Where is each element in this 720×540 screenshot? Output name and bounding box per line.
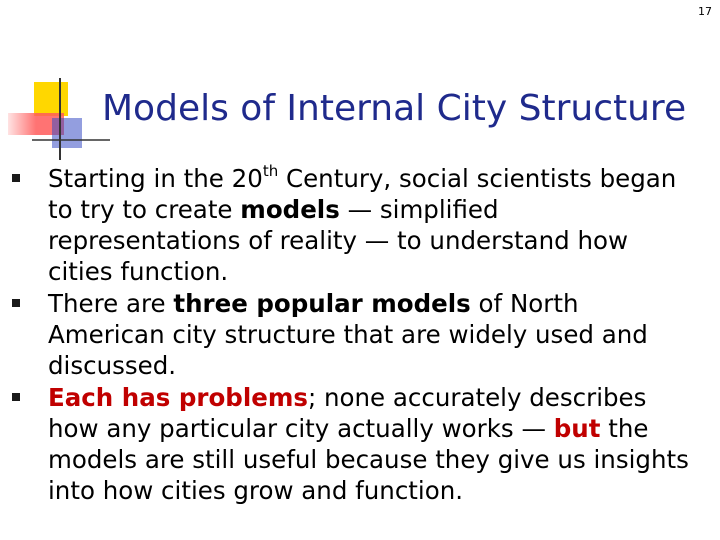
slide-number: 17 (698, 5, 712, 18)
bullet-text: the models are still useful because they give us insights into how cities grow and function. (48, 414, 689, 505)
emphasis-term: Each has problems (48, 383, 308, 412)
bold-term: models (240, 195, 340, 224)
deco-yellow-square (34, 82, 68, 116)
bullet-item (48, 382, 698, 506)
bullet-text: — simplified representations of reality — to understand how cities function. (48, 195, 628, 286)
bullet-text: ; none accurately describes how any particular city actually works — (48, 383, 647, 443)
superscript: th (262, 161, 279, 180)
square-bullet-icon (12, 393, 20, 401)
square-bullet-icon (12, 299, 20, 307)
square-bullet-icon (12, 174, 20, 182)
bold-term: three popular models (173, 289, 471, 318)
deco-blue-square (52, 118, 82, 148)
bullet-text: There are (48, 289, 174, 318)
bullet-item (48, 288, 698, 381)
bullet-text: Starting in the 20 (48, 164, 263, 193)
title-decoration (0, 0, 110, 170)
slide-title: Models of Internal City Structure (102, 88, 687, 129)
bullet-list (48, 163, 698, 507)
bullet-text: Century, social scientists began to try to create (48, 164, 677, 224)
bullet-text: of North American city structure that are widely used and discussed. (48, 289, 648, 380)
emphasis-term: but (553, 414, 601, 443)
bullet-item (48, 163, 698, 287)
